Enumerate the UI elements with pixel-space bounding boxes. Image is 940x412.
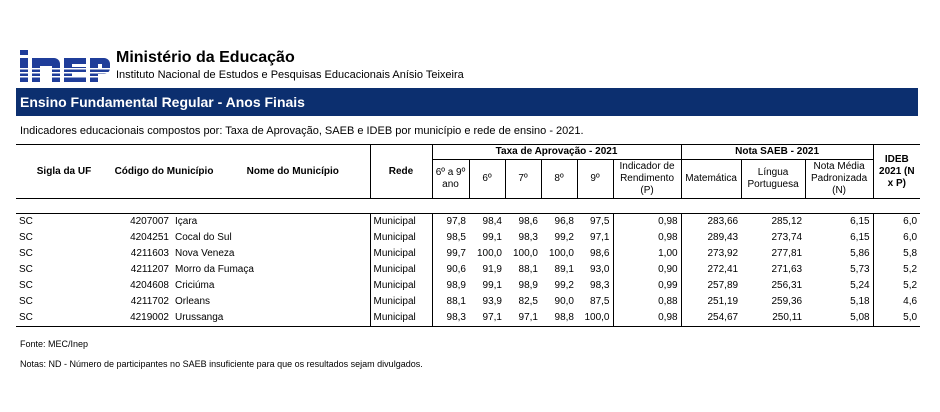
col-6: 6º [469, 160, 505, 199]
cell-code: 4204251 [130, 232, 169, 243]
col-6a9: 6º a 9º ano [432, 160, 469, 199]
cell-matematica: 254,67 [681, 310, 741, 327]
table-row [16, 214, 920, 231]
cell-indicador: 0,98 [613, 230, 681, 246]
cell-7: 82,5 [518, 296, 538, 307]
cell-6: 98,4 [482, 216, 502, 227]
cell-ideb: 4,6 [873, 294, 920, 310]
cell-6: 91,9 [482, 264, 502, 275]
ministry-name: Ministério da Educação [116, 49, 295, 66]
table-row [16, 262, 920, 278]
cell-nota: 5,73 [850, 264, 870, 275]
table-row [16, 310, 920, 327]
banner-title: Ensino Fundamental Regular - Anos Finais [20, 94, 305, 110]
cell-ideb: 6,0 [873, 214, 920, 231]
source-note: Fonte: MEC/Inep [20, 339, 89, 349]
col-matematica: Matemática [681, 160, 741, 199]
cell-9: 98,6 [590, 248, 610, 259]
cell-8: 96,8 [554, 216, 574, 227]
cell-6a9: 97,8 [432, 214, 469, 231]
cell-name: Içara [175, 216, 198, 227]
cell-code: 4204608 [130, 280, 169, 291]
cell-portugues: 277,81 [771, 248, 803, 259]
table-row [16, 246, 920, 262]
cell-8: 99,2 [554, 232, 574, 243]
cell-8: 99,2 [554, 280, 574, 291]
cell-nota: 6,15 [850, 216, 870, 227]
group-saeb: Nota SAEB - 2021 [681, 145, 873, 160]
cell-7: 98,6 [518, 216, 538, 227]
cell-ideb: 6,0 [873, 230, 920, 246]
cell-rede: Municipal [370, 262, 432, 278]
institute-name: Instituto Nacional de Estudos e Pesquisas Educacionais Anísio Teixeira [116, 69, 464, 81]
cell-portugues: 256,31 [771, 280, 803, 291]
cell-name: Criciúma [175, 280, 215, 291]
col-indicador: Indicador de Rendimento (P) [613, 160, 681, 199]
cell-uf: SC [19, 312, 33, 323]
cell-9: 100,0 [584, 312, 610, 323]
table-row [16, 230, 920, 246]
cell-name: Cocal do Sul [175, 232, 232, 243]
cell-6a9: 90,6 [432, 262, 469, 278]
cell-portugues: 259,36 [771, 296, 803, 307]
cell-portugues: 250,11 [772, 312, 803, 323]
cell-rede: Municipal [370, 230, 432, 246]
cell-rede: Municipal [370, 310, 432, 327]
cell-8: 98,8 [554, 312, 574, 323]
cell-6: 99,1 [482, 280, 502, 291]
cell-6a9: 88,1 [432, 294, 469, 310]
col-8: 8º [541, 160, 577, 199]
cell-6a9: 98,9 [432, 278, 469, 294]
cell-name: Nova Veneza [175, 248, 235, 259]
cell-name: Orleans [175, 296, 211, 307]
col-9: 9º [577, 160, 613, 199]
cell-ideb: 5,2 [873, 278, 920, 294]
cell-6a9: 99,7 [432, 246, 469, 262]
table-row [16, 278, 920, 294]
cell-matematica: 251,19 [681, 294, 741, 310]
col-name: Nome do Município [216, 145, 370, 199]
cell-name: Urussanga [175, 312, 224, 323]
cell-code: 4211702 [130, 296, 169, 307]
cell-7: 97,1 [518, 312, 538, 323]
cell-code: 4211603 [130, 248, 169, 259]
cell-7: 98,3 [518, 232, 538, 243]
cell-nota: 5,18 [850, 296, 870, 307]
cell-matematica: 272,41 [681, 262, 741, 278]
col-ideb: IDEB 2021 (N x P) [873, 145, 920, 199]
cell-8: 100,0 [548, 248, 574, 259]
cell-indicador: 0,99 [613, 278, 681, 294]
cell-indicador: 0,98 [613, 310, 681, 327]
cell-9: 97,5 [590, 216, 610, 227]
cell-matematica: 273,92 [681, 246, 741, 262]
cell-9: 98,3 [590, 280, 610, 291]
table-row [16, 294, 920, 310]
cell-matematica: 283,66 [681, 214, 741, 231]
col-code: Código do Município [112, 145, 216, 199]
cell-rede: Municipal [370, 246, 432, 262]
cell-portugues: 285,12 [771, 216, 803, 227]
group-taxa: Taxa de Aprovação - 2021 [432, 145, 681, 160]
cell-uf: SC [19, 280, 33, 291]
cell-ideb: 5,0 [873, 310, 920, 327]
cell-rede: Municipal [370, 278, 432, 294]
cell-7: 88,1 [518, 264, 538, 275]
cell-matematica: 289,43 [681, 230, 741, 246]
report-header [20, 48, 920, 84]
cell-code: 4219002 [130, 312, 169, 323]
cell-6: 99,1 [482, 232, 502, 243]
cell-7: 100,0 [512, 248, 538, 259]
cell-uf: SC [19, 232, 33, 243]
cell-9: 87,5 [590, 296, 610, 307]
cell-uf: SC [19, 248, 33, 259]
cell-ideb: 5,8 [873, 246, 920, 262]
report-subtitle: Indicadores educacionais compostos por: Taxa de Aprovação, SAEB e IDEB por município e rede de ensino - 2021. [20, 125, 584, 137]
cell-uf: SC [19, 264, 33, 275]
cell-indicador: 0,90 [613, 262, 681, 278]
indicators-table [16, 144, 920, 327]
cell-uf: SC [19, 216, 33, 227]
cell-6: 93,9 [482, 296, 502, 307]
col-7: 7º [505, 160, 541, 199]
cell-6a9: 98,5 [432, 230, 469, 246]
cell-code: 4207007 [130, 216, 169, 227]
cell-rede: Municipal [370, 214, 432, 231]
cell-nota: 6,15 [850, 232, 870, 243]
col-portugues: Língua Portuguesa [741, 160, 805, 199]
cell-rede: Municipal [370, 294, 432, 310]
cell-portugues: 273,74 [771, 232, 803, 243]
cell-name: Morro da Fumaça [175, 264, 254, 275]
section-banner [16, 88, 918, 116]
cell-6a9: 98,3 [432, 310, 469, 327]
cell-uf: SC [19, 296, 33, 307]
inep-logo-icon [20, 50, 110, 82]
col-nota: Nota Média Padronizada (N) [805, 160, 873, 199]
cell-matematica: 257,89 [681, 278, 741, 294]
cell-indicador: 1,00 [613, 246, 681, 262]
col-uf: Sigla da UF [16, 145, 112, 199]
col-rede: Rede [370, 145, 432, 199]
cell-8: 89,1 [554, 264, 574, 275]
cell-portugues: 271,63 [771, 264, 803, 275]
cell-ideb: 5,2 [873, 262, 920, 278]
cell-9: 93,0 [590, 264, 610, 275]
cell-code: 4211207 [130, 264, 169, 275]
cell-8: 90,0 [554, 296, 574, 307]
cell-7: 98,9 [518, 280, 538, 291]
cell-nota: 5,24 [850, 280, 870, 291]
cell-6: 97,1 [482, 312, 502, 323]
cell-indicador: 0,98 [613, 214, 681, 231]
cell-indicador: 0,88 [613, 294, 681, 310]
cell-6: 100,0 [476, 248, 502, 259]
cell-9: 97,1 [590, 232, 610, 243]
notes-text: Notas: ND - Número de participantes no SAEB insuficiente para que os resultados sejam divulgados. [20, 359, 423, 369]
cell-nota: 5,86 [850, 248, 870, 259]
cell-nota: 5,08 [850, 312, 870, 323]
